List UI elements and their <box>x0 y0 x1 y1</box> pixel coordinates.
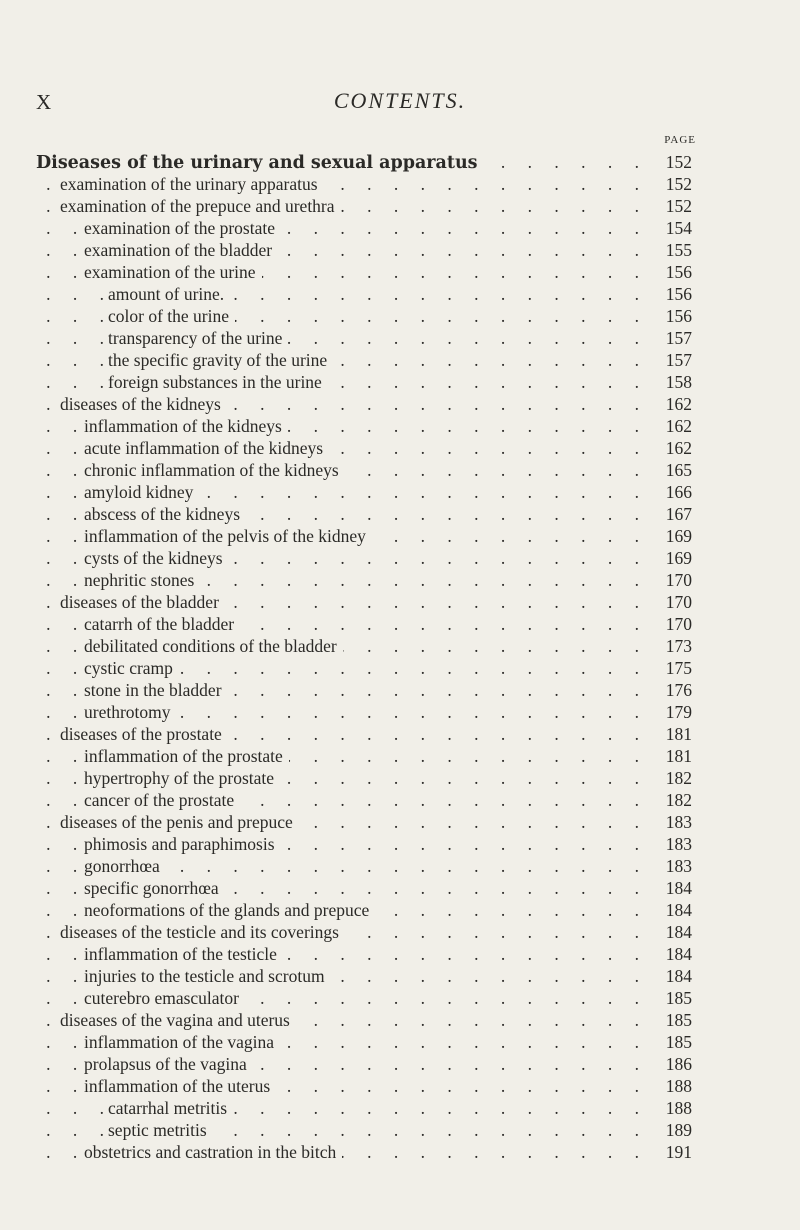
toc-entry-page: 152 <box>652 173 692 195</box>
toc-entry <box>36 965 692 987</box>
toc-entry-title: inflammation of the pelvis of the kidney <box>84 526 372 546</box>
toc-entry <box>36 789 692 811</box>
toc-entry <box>36 459 692 481</box>
toc-entry-title: cysts of the kidneys <box>84 548 229 568</box>
toc-entry-title: debilitated conditions of the bladder <box>84 636 343 656</box>
toc-entry-page: 175 <box>652 657 692 679</box>
toc-entry-title: injuries to the testicle and scrotum <box>84 966 331 986</box>
toc-entry <box>36 943 692 965</box>
toc-entry-title: cystic cramp <box>84 658 179 678</box>
toc-entry-page: 183 <box>652 833 692 855</box>
toc-entry-title: examination of the prepuce and urethra <box>60 196 341 216</box>
toc-entry-page: 185 <box>652 987 692 1009</box>
toc-entry <box>36 1097 692 1119</box>
toc-entry <box>36 811 692 833</box>
toc-entry <box>36 1009 692 1031</box>
toc-entry <box>36 723 692 745</box>
toc-entry <box>36 1031 692 1053</box>
table-of-contents <box>36 151 692 1163</box>
toc-entry-page: 184 <box>652 965 692 987</box>
toc-entry-page: 152 <box>652 151 692 173</box>
toc-entry-page: 188 <box>652 1097 692 1119</box>
toc-entry-title: inflammation of the testicle <box>84 944 283 964</box>
toc-entry-title: the specific gravity of the urine <box>108 350 333 370</box>
toc-entry <box>36 833 692 855</box>
toc-entry-page: 170 <box>652 591 692 613</box>
toc-entry-page: 184 <box>652 943 692 965</box>
toc-entry-title: diseases of the testicle and its coverings <box>60 922 345 942</box>
page-number: X <box>36 90 53 114</box>
toc-entry-page: 181 <box>652 745 692 767</box>
toc-entry-title: hypertrophy of the prostate <box>84 768 280 788</box>
toc-entry-page: 158 <box>652 371 692 393</box>
toc-entry-title: Diseases of the urinary and sexual apparatus <box>36 153 484 173</box>
toc-entry-page: 156 <box>652 261 692 283</box>
toc-entry-title: foreign substances in the urine <box>108 372 328 392</box>
toc-entry-page: 167 <box>652 503 692 525</box>
toc-entry <box>36 921 692 943</box>
toc-entry-title: specific gonorrhœa <box>84 878 225 898</box>
toc-entry-title: diseases of the bladder <box>60 592 225 612</box>
toc-entry <box>36 899 692 921</box>
toc-entry <box>36 679 692 701</box>
toc-entry-page: 156 <box>652 283 692 305</box>
toc-entry-title: diseases of the penis and prepuce <box>60 812 299 832</box>
toc-entry-title: color of the urine <box>108 306 235 326</box>
toc-entry-title: cancer of the prostate <box>84 790 240 810</box>
toc-entry <box>36 503 692 525</box>
toc-entry <box>36 261 692 283</box>
toc-entry-title: diseases of the prostate <box>60 724 228 744</box>
toc-entry-page: 166 <box>652 481 692 503</box>
toc-entry-title: acute inflammation of the kidneys <box>84 438 329 458</box>
toc-entry-title: abscess of the kidneys <box>84 504 246 524</box>
toc-entry <box>36 371 692 393</box>
toc-entry-title: stone in the bladder <box>84 680 228 700</box>
toc-entry <box>36 415 692 437</box>
toc-entry <box>36 657 692 679</box>
toc-entry-title: inflammation of the vagina <box>84 1032 280 1052</box>
toc-entry-page: 170 <box>652 613 692 635</box>
toc-entry-title: examination of the urine <box>84 262 262 282</box>
toc-entry <box>36 239 692 261</box>
toc-entry-page: 173 <box>652 635 692 657</box>
toc-entry-title: urethrotomy <box>84 702 177 722</box>
toc-entry-title: diseases of the vagina and uterus <box>60 1010 296 1030</box>
toc-entry-page: 183 <box>652 811 692 833</box>
toc-entry-page: 165 <box>652 459 692 481</box>
running-head: CONTENTS. <box>333 88 467 113</box>
toc-entry-title: cuterebro emasculator <box>84 988 245 1008</box>
toc-entry-title: catarrhal metritis <box>108 1098 233 1118</box>
toc-entry <box>36 877 692 899</box>
toc-entry <box>36 701 692 723</box>
toc-entry <box>36 547 692 569</box>
toc-entry <box>36 613 692 635</box>
toc-entry-page: 157 <box>652 327 692 349</box>
toc-entry <box>36 855 692 877</box>
toc-entry-title: prolapsus of the vagina <box>84 1054 253 1074</box>
toc-entry-page: 179 <box>652 701 692 723</box>
toc-entry-page: 182 <box>652 789 692 811</box>
toc-entry-page: 155 <box>652 239 692 261</box>
toc-entry <box>36 1053 692 1075</box>
toc-entry-page: 154 <box>652 217 692 239</box>
toc-entry-page: 156 <box>652 305 692 327</box>
toc-entry-title: gonorrhœa <box>84 856 166 876</box>
toc-entry <box>36 745 692 767</box>
toc-entry-title: examination of the prostate <box>84 218 281 238</box>
toc-entry-page: 169 <box>652 525 692 547</box>
toc-entry-title: chronic inflammation of the kidneys <box>84 460 345 480</box>
toc-entry-title: examination of the bladder <box>84 240 278 260</box>
toc-entry <box>36 569 692 591</box>
toc-entry <box>36 217 692 239</box>
toc-entry-title: neoformations of the glands and prepuce <box>84 900 375 920</box>
toc-entry <box>36 591 692 613</box>
toc-entry-title: nephritic stones <box>84 570 200 590</box>
toc-entry-page: 184 <box>652 921 692 943</box>
toc-entry-title: diseases of the kidneys <box>60 394 227 414</box>
toc-entry-title: transparency of the urine <box>108 328 288 348</box>
toc-entry <box>36 1119 692 1141</box>
toc-entry-page: 170 <box>652 569 692 591</box>
toc-entry <box>36 305 692 327</box>
toc-entry-title: examination of the urinary apparatus <box>60 174 324 194</box>
toc-entry <box>36 173 692 195</box>
toc-entry <box>36 195 692 217</box>
toc-entry-page: 191 <box>652 1141 692 1163</box>
toc-entry-page: 189 <box>652 1119 692 1141</box>
toc-entry <box>36 283 692 305</box>
page-column-label: PAGE <box>664 134 696 146</box>
toc-entry <box>36 151 692 173</box>
toc-entry-page: 162 <box>652 415 692 437</box>
toc-entry <box>36 525 692 547</box>
toc-entry-title: phimosis and paraphimosis <box>84 834 281 854</box>
toc-entry-page: 181 <box>652 723 692 745</box>
toc-entry-page: 152 <box>652 195 692 217</box>
toc-entry-title: inflammation of the prostate <box>84 746 289 766</box>
toc-entry-title: amyloid kidney <box>84 482 199 502</box>
toc-entry-title: catarrh of the bladder <box>84 614 240 634</box>
toc-entry-title: inflammation of the uterus <box>84 1076 276 1096</box>
toc-entry-page: 184 <box>652 877 692 899</box>
toc-entry-title: septic metritis <box>108 1120 213 1140</box>
toc-entry-page: 157 <box>652 349 692 371</box>
toc-entry <box>36 1141 692 1163</box>
toc-entry <box>36 393 692 415</box>
toc-entry <box>36 767 692 789</box>
toc-entry-page: 185 <box>652 1009 692 1031</box>
toc-entry-page: 188 <box>652 1075 692 1097</box>
toc-entry-title: obstetrics and castration in the bitch <box>84 1142 342 1162</box>
toc-entry-page: 162 <box>652 393 692 415</box>
toc-entry <box>36 1075 692 1097</box>
toc-entry-page: 182 <box>652 767 692 789</box>
toc-entry-page: 176 <box>652 679 692 701</box>
toc-entry <box>36 437 692 459</box>
toc-entry-page: 183 <box>652 855 692 877</box>
toc-entry-page: 169 <box>652 547 692 569</box>
toc-entry-page: 162 <box>652 437 692 459</box>
toc-entry <box>36 987 692 1009</box>
toc-entry-title: inflammation of the kidneys <box>84 416 288 436</box>
toc-entry <box>36 349 692 371</box>
toc-entry-page: 184 <box>652 899 692 921</box>
toc-entry <box>36 481 692 503</box>
toc-entry <box>36 327 692 349</box>
toc-entry-page: 185 <box>652 1031 692 1053</box>
toc-entry <box>36 635 692 657</box>
toc-entry-page: 186 <box>652 1053 692 1075</box>
toc-entry-title: amount of urine. <box>108 284 230 304</box>
